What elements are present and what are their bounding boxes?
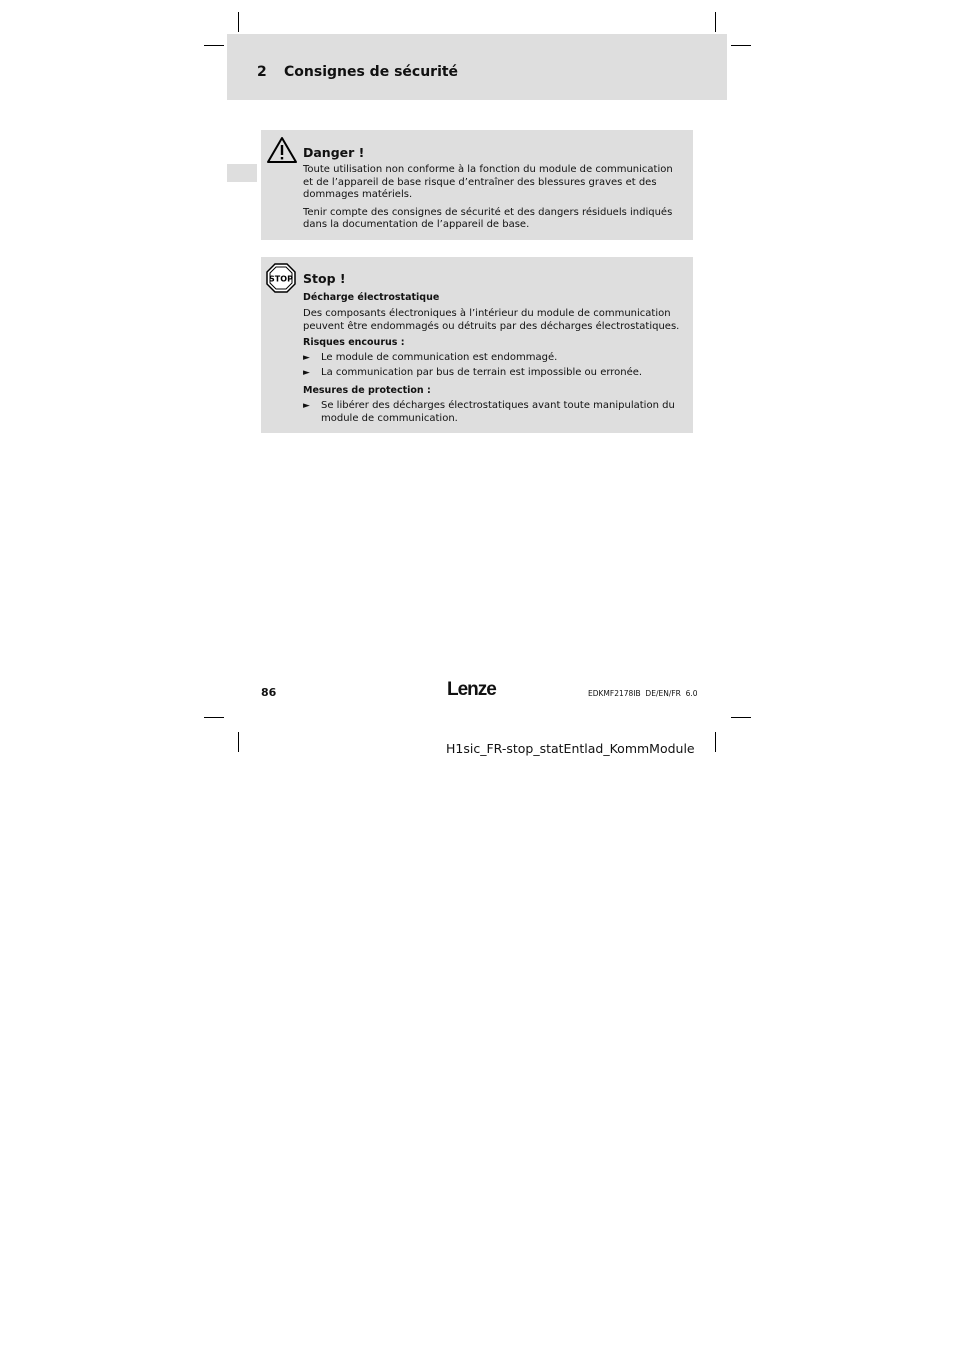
chapter-title: Consignes de sécurité bbox=[284, 64, 459, 80]
crop-mark bbox=[731, 717, 751, 718]
side-tab-marker bbox=[227, 164, 257, 182]
crop-mark bbox=[204, 717, 224, 718]
crop-mark bbox=[238, 12, 239, 32]
crop-mark bbox=[731, 45, 751, 46]
stop-notice bbox=[261, 257, 693, 433]
crop-mark bbox=[204, 45, 224, 46]
bullet-arrow-icon: ► bbox=[303, 401, 310, 412]
document-code: EDKMF2178IB DE/EN/FR 6.0 bbox=[588, 689, 698, 698]
list-item: ► Se libérer des décharges électrostatiques avant toute manipulation du module de communication. bbox=[303, 400, 675, 424]
source-filename: H1sic_FR-stop_statEntlad_KommModule bbox=[446, 741, 695, 756]
stop-description: Des composants électroniques à l’intérieur du module de communication peuvent être endommagés ou détruits par des décharges électrostatiques. bbox=[303, 308, 680, 332]
page-number: 86 bbox=[261, 686, 277, 699]
lenze-logo: Lenze bbox=[447, 679, 496, 700]
crop-mark bbox=[715, 732, 716, 752]
danger-title: Danger ! bbox=[303, 145, 365, 160]
bullet-arrow-icon: ► bbox=[303, 367, 310, 378]
list-item: ► La communication par bus de terrain est impossible ou erronée. bbox=[303, 366, 643, 378]
warning-triangle-icon bbox=[266, 136, 298, 168]
measures-heading: Mesures de protection : bbox=[303, 385, 431, 397]
stop-subtitle: Décharge électrostatique bbox=[303, 292, 440, 303]
svg-text:STOP: STOP bbox=[269, 274, 293, 284]
stop-sign-icon bbox=[266, 263, 296, 297]
crop-mark bbox=[715, 12, 716, 32]
stop-title: Stop ! bbox=[303, 271, 346, 286]
crop-mark bbox=[238, 732, 239, 752]
chapter-number: 2 bbox=[257, 64, 267, 80]
list-item: ► Le module de communication est endommagé. bbox=[303, 352, 558, 364]
danger-notice bbox=[261, 130, 693, 240]
danger-paragraph: Tenir compte des consignes de sécurité et des dangers résiduels indiqués dans la documentation de l’appareil de base. bbox=[303, 206, 673, 231]
risks-heading: Risques encourus : bbox=[303, 337, 405, 349]
danger-paragraph: Toute utilisation non conforme à la fonction du module de communication et de l’appareil de base risque d’entraîner des blessures graves et des dommages matériels. bbox=[303, 164, 673, 201]
bullet-arrow-icon: ► bbox=[303, 353, 310, 364]
